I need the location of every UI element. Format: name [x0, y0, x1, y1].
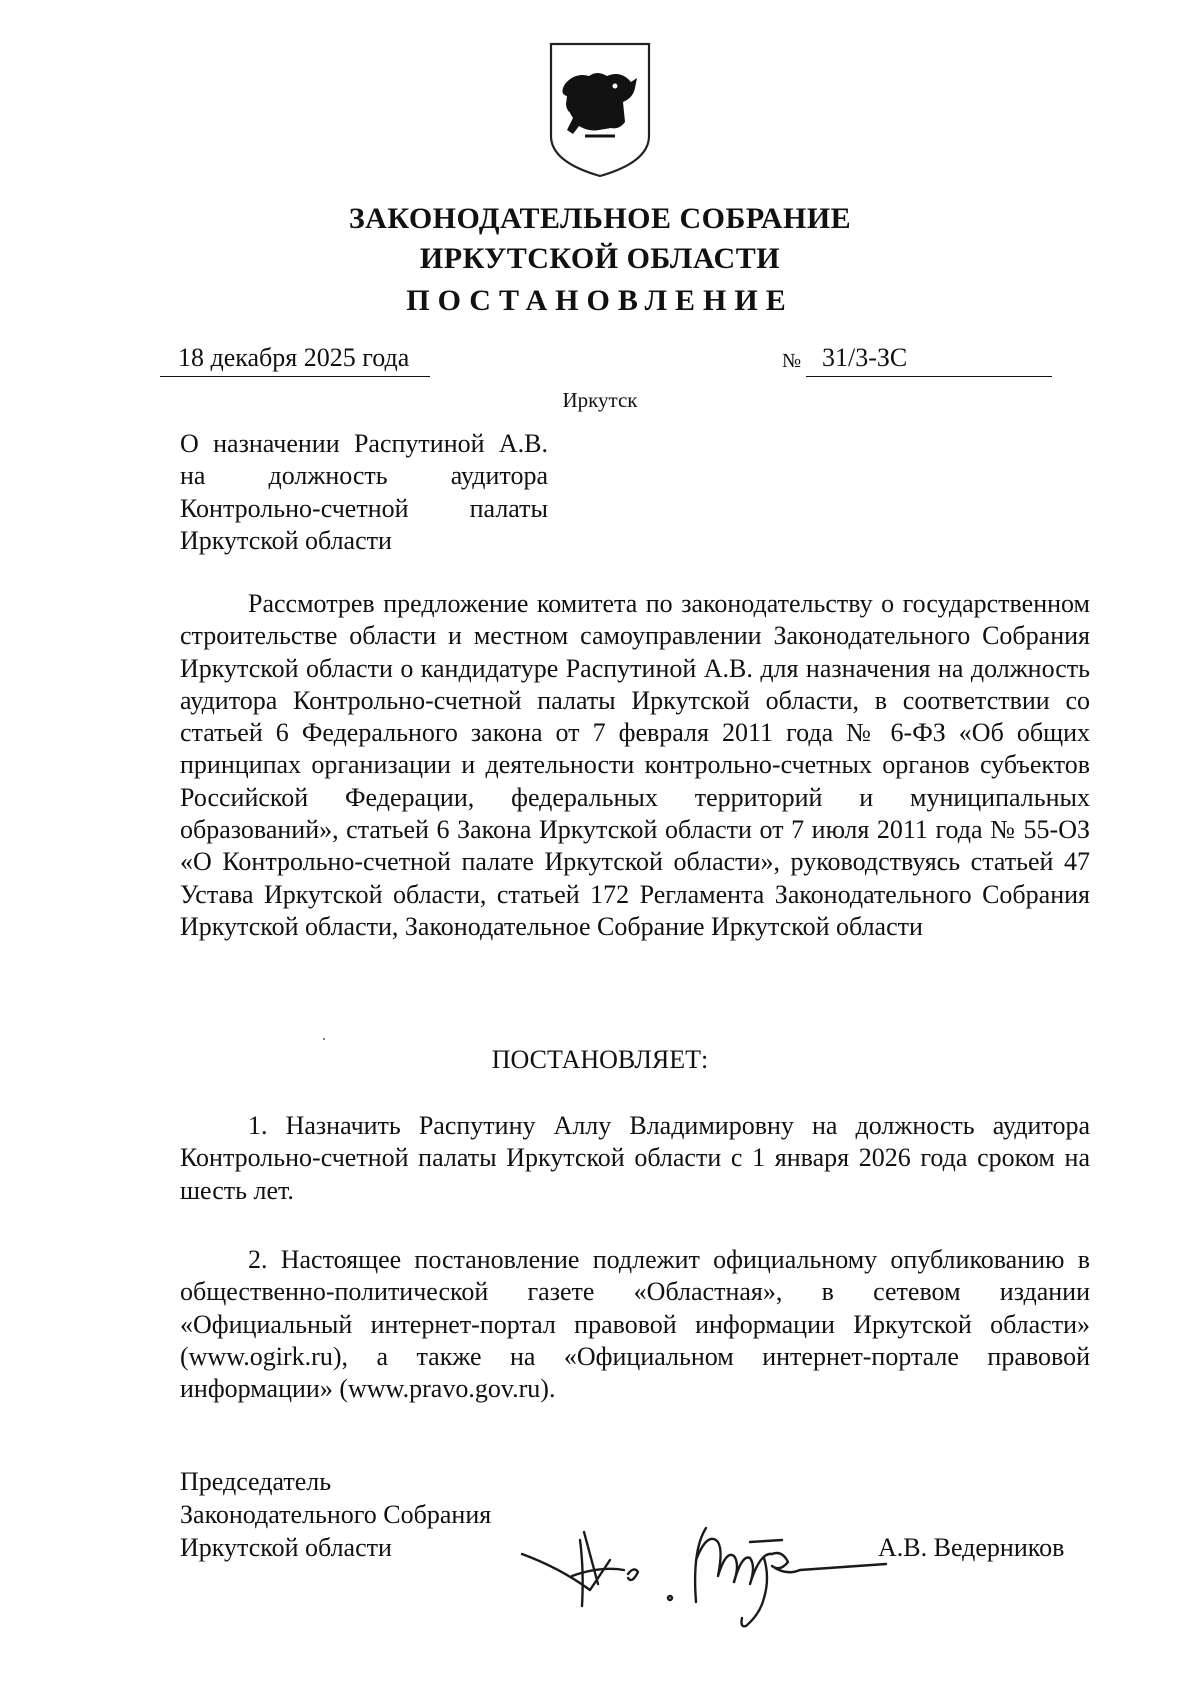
- position-line: Председатель: [180, 1467, 332, 1496]
- header-org-name: ЗАКОНОДАТЕЛЬНОЕ СОБРАНИЕ: [348, 202, 852, 235]
- title-line: Иркутской области: [180, 525, 392, 555]
- position-line: Иркутской области: [180, 1533, 392, 1562]
- document-date: 18 декабря 2025 года: [160, 340, 430, 377]
- preamble-paragraph: Рассмотрев предложение комитета по законодательству о государственном строительстве области и местном самоуправлении Законодательного Собрания Иркутской области о кандидатуре Распутиной А.В. для назначения на должность аудитора Контрольно-счетной палаты Иркутской области, в соответствии со статьей 6 Федерального закона от 7 февраля 2011 года № 6-ФЗ «Об общих принципах организации и деятельности контрольно-счетных органов субъектов Российской Федерации, федеральных территорий и муниципальных образований», статьей 6 Закона Иркутской области от 7 июля 2011 года № 55-ОЗ «О Контрольно-счетной палате Иркутской области», руководствуясь статьей 47 Устава Иркутской области, статьей 172 Регламента Законодательного Собрания Иркутской области, Законодательное Собрание Иркутской области: [180, 589, 1090, 941]
- signatory-position: [180, 1465, 491, 1564]
- signatory-name: А.В. Ведерников: [878, 1533, 1065, 1562]
- position-line: Законодательного Собрания: [180, 1500, 492, 1529]
- resolution-item-2: 2. Настоящее постановление подлежит официальному опубликованию в общественно-политической газете «Областная», в сетевом издании «Официальный интернет-портал правовой информации Иркутской области» (www.ogirk.ru), а также на «Официальном интернет-портале правовой информации» (www.pravo.gov.ru).: [180, 1245, 1090, 1404]
- document-type: ПОСТАНОВЛЕНИЕ: [406, 284, 794, 317]
- document-title: [180, 428, 548, 557]
- header-region: ИРКУТСКОЙ ОБЛАСТИ: [419, 242, 781, 275]
- document-city: Иркутск: [562, 388, 638, 412]
- document-number-field: [782, 340, 1052, 377]
- coat-of-arms-icon: [545, 40, 655, 180]
- scan-speck: [323, 1038, 325, 1040]
- number-sign: №: [782, 350, 802, 372]
- title-line: на должность аудитора: [180, 461, 548, 491]
- title-line: Контрольно-счетной палаты: [180, 493, 548, 523]
- resolution-item-1: 1. Назначить Распутину Аллу Владимировну на должность аудитора Контрольно-счетной палаты Иркутской области с 1 января 2026 года сроком на шесть лет.: [180, 1111, 1090, 1205]
- handwritten-signature: [520, 1480, 890, 1630]
- title-line: О назначении Распутиной А.В.: [180, 429, 548, 458]
- resolves-heading: ПОСТАНОВЛЯЕТ:: [491, 1045, 709, 1074]
- document-number: 31/3-ЗС: [806, 340, 1052, 377]
